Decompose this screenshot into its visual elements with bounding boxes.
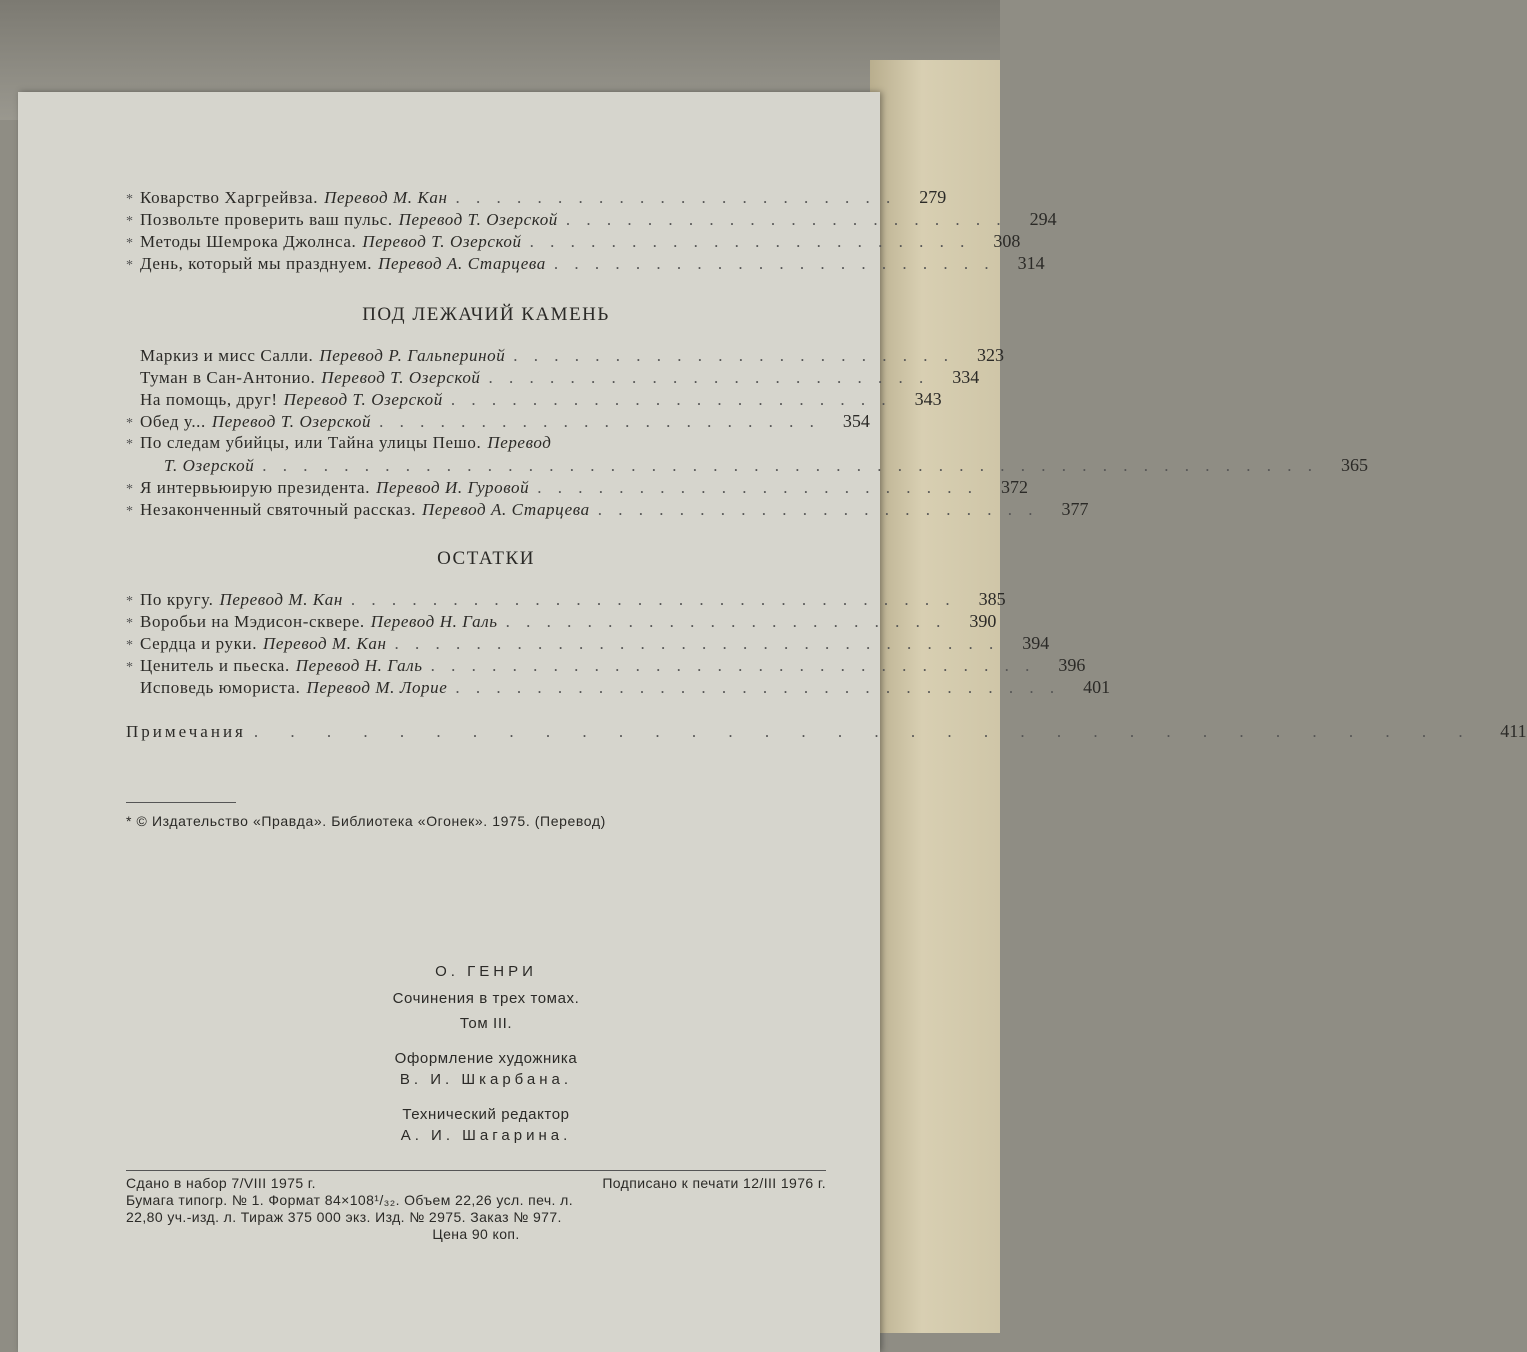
entry-translator: Перевод: [487, 433, 552, 452]
dot-leader: . . . . . . . . . . . . . . . . . . . . . .: [529, 232, 971, 251]
entry-page: 354: [842, 411, 870, 431]
entry-translator: Перевод Н. Галь: [370, 612, 498, 631]
entry-title: По следам убийцы, или Тайна улицы Пешо.: [140, 433, 482, 452]
entry-page: 390: [969, 611, 997, 631]
entry-translator: Перевод Р. Гальпериной: [319, 346, 506, 365]
entry-translator: Перевод Т. Озерской: [398, 210, 558, 229]
entry-translator: Перевод А. Старцева: [378, 254, 546, 273]
entry-page: 365: [1341, 455, 1369, 475]
entry-title: По кругу.: [140, 590, 214, 609]
section-heading: ПОД ЛЕЖАЧИЙ КАМЕНЬ: [362, 304, 610, 325]
imprint-circulation: 22,80 уч.-изд. л. Тираж 375 000 экз. Изд. № 2975. Заказ № 977.: [126, 1209, 562, 1225]
entry-page: 314: [1017, 253, 1045, 273]
design-label: Оформление художника: [394, 1050, 578, 1067]
toc-entry: [126, 654, 1086, 676]
toc-section-2: [126, 344, 1369, 520]
toc-entry: [126, 632, 1050, 654]
entry-page: 323: [977, 345, 1005, 365]
asterisk-mark: *: [126, 482, 133, 497]
toc-entry: [126, 476, 1028, 498]
asterisk-mark: *: [126, 594, 133, 609]
asterisk-mark: *: [126, 192, 133, 207]
dot-leader: . . . . . . . . . . . . . . . . . . . . . .: [553, 254, 995, 273]
dot-leader: . . . . . . . . . . . . . . . . . . . . . .: [505, 612, 947, 631]
toc-entry-continuation: [126, 454, 1369, 476]
imprint-typeset-date: Сдано в набор 7/VIII 1975 г.: [126, 1175, 316, 1191]
imprint-paper: Бумага типогр. № 1. Формат 84×108¹/₃₂. Объем 22,26 усл. печ. л.: [126, 1192, 573, 1208]
entry-translator: Перевод М. Кан: [324, 188, 448, 207]
dot-leader: . . . . . . . . . . . . . . . . . . . . . . . . . . . . . .: [350, 590, 956, 609]
page-content: [126, 186, 1527, 1243]
entry-title: На помощь, друг!: [140, 390, 278, 409]
footnote: * © Издательство «Правда». Библиотека «Огонек». 1975. (Перевод): [126, 813, 606, 829]
dot-leader: . . . . . . . . . . . . . . . . . . . . . .: [379, 412, 820, 431]
entry-title: Исповедь юмориста.: [140, 678, 301, 697]
entry-page: 279: [919, 187, 947, 207]
entry-page: 294: [1029, 209, 1057, 229]
toc-entry: [126, 610, 997, 632]
imprint: [126, 1175, 826, 1243]
toc-section-3: [126, 588, 1527, 742]
dot-leader: . . . . . . . . . . . . . . . . . . . . . .: [513, 346, 955, 365]
asterisk-mark: *: [126, 504, 133, 519]
toc-entry: [126, 252, 1045, 274]
asterisk-mark: *: [126, 638, 133, 653]
entry-title: Туман в Сан-Антонио.: [140, 368, 316, 387]
footnote-rule: [126, 802, 236, 803]
entry-page: 401: [1083, 677, 1111, 697]
entry-title: Ценитель и пьеска.: [140, 656, 290, 675]
colophon: [126, 963, 846, 1144]
entry-translator: Перевод Т. Озерской: [283, 390, 443, 409]
entry-page: 396: [1058, 655, 1086, 675]
dot-leader: . . . . . . . . . . . . . . . . . . . . . .: [450, 390, 892, 409]
editor-name: А. И. Шагарина.: [400, 1127, 572, 1144]
entry-translator: Перевод А. Старцева: [422, 500, 590, 519]
entry-page: 334: [952, 367, 980, 387]
toc-entry: [126, 186, 947, 208]
entry-translator: Перевод М. Лорие: [306, 678, 448, 697]
toc-entry: [126, 366, 980, 388]
dot-leader: . . . . . . . . . . . . . . . . . . . . . . . . . . . . . .: [455, 678, 1061, 697]
dot-leader: . . . . . . . . . . . . . . . . . . . . . .: [597, 500, 1039, 519]
entry-translator: Перевод М. Кан: [263, 634, 387, 653]
toc-entry-multiline: [126, 432, 846, 454]
asterisk-mark: *: [126, 236, 133, 251]
imprint-rule: [126, 1170, 826, 1171]
toc-entry: [126, 410, 870, 432]
entry-translator: Перевод И. Гуровой: [376, 478, 530, 497]
notes-title: Примечания: [126, 722, 246, 741]
dot-leader: . . . . . . . . . . . . . . . . . . . . . .: [488, 368, 930, 387]
entry-title: Воробьи на Мэдисон-сквере.: [140, 612, 365, 631]
toc-entry: [126, 676, 1111, 698]
toc-entry: [126, 230, 1021, 252]
entry-page: 385: [978, 589, 1006, 609]
asterisk-mark: *: [126, 616, 133, 631]
dot-leader: . . . . . . . . . . . . . . . . . . . . . . . . . . . . . .: [394, 634, 1000, 653]
entry-title: День, который мы празднуем.: [140, 254, 373, 273]
entry-title: Незаконченный святочный рассказ.: [140, 500, 417, 519]
dot-leader: . . . . . . . . . . . . . . . . . . . . . . . . . . . . . . . . . .: [253, 722, 1477, 741]
entry-translator: Перевод М. Кан: [219, 590, 343, 609]
toc-entry: [126, 498, 1089, 520]
asterisk-mark: *: [126, 660, 133, 675]
toc-section-1: [126, 186, 1057, 274]
asterisk-mark: *: [126, 258, 133, 273]
entry-page: 372: [1000, 477, 1028, 497]
notes-page: 411: [1500, 721, 1527, 741]
entry-translator: Перевод Н. Галь: [295, 656, 423, 675]
entry-title: Я интервьюирую президента.: [140, 478, 371, 497]
toc-entry: [126, 344, 1005, 366]
entry-page: 343: [914, 389, 942, 409]
entry-page: 308: [993, 231, 1021, 251]
dot-leader: . . . . . . . . . . . . . . . . . . . . . . . . . . . . . .: [430, 656, 1036, 675]
volume-number: Том III.: [459, 1015, 513, 1032]
imprint-line: [126, 1175, 826, 1192]
dot-leader: . . . . . . . . . . . . . . . . . . . . . .: [537, 478, 978, 497]
toc-entry: [126, 388, 942, 410]
entry-title: Позвольте проверить ваш пульс.: [140, 210, 393, 229]
entry-page: 377: [1061, 499, 1089, 519]
toc-entry-notes: [126, 720, 1527, 742]
toc-entry: [126, 588, 1006, 610]
entry-title: Обед у...: [140, 412, 206, 431]
entry-page: 394: [1022, 633, 1050, 653]
entry-translator-line2: Т. Озерской: [164, 456, 255, 475]
entry-translator: Перевод Т. Озерской: [321, 368, 481, 387]
asterisk-mark: *: [126, 214, 133, 229]
imprint-print-date: Подписано к печати 12/III 1976 г.: [602, 1175, 826, 1191]
entry-title: Сердца и руки.: [140, 634, 258, 653]
section-heading: ОСТАТКИ: [437, 548, 535, 569]
design-name: В. И. Шкарбана.: [399, 1071, 573, 1088]
entry-translator: Перевод Т. Озерской: [362, 232, 522, 251]
dot-leader: . . . . . . . . . . . . . . . . . . . . . .: [565, 210, 1007, 229]
book-page: [18, 92, 1527, 1352]
entry-title: Маркиз и мисс Салли.: [140, 346, 314, 365]
author-name: О. ГЕНРИ: [435, 963, 537, 980]
asterisk-mark: *: [126, 416, 133, 431]
dot-leader: . . . . . . . . . . . . . . . . . . . . . .: [455, 188, 897, 207]
asterisk-mark: *: [126, 437, 133, 452]
work-title: Сочинения в трех томах.: [392, 990, 580, 1007]
editor-label: Технический редактор: [402, 1106, 570, 1123]
imprint-price: Цена 90 коп.: [432, 1226, 520, 1242]
entry-translator: Перевод Т. Озерской: [211, 412, 372, 431]
entry-title: Коварство Харгрейвза.: [140, 188, 319, 207]
entry-title: Методы Шемрока Джолнса.: [140, 232, 357, 251]
dot-leader: . . . . . . . . . . . . . . . . . . . . . . . . . . . . . . . . . . . . . . . . . . . . . . . . . . . .: [262, 456, 1319, 475]
toc-entry: [126, 208, 1057, 230]
